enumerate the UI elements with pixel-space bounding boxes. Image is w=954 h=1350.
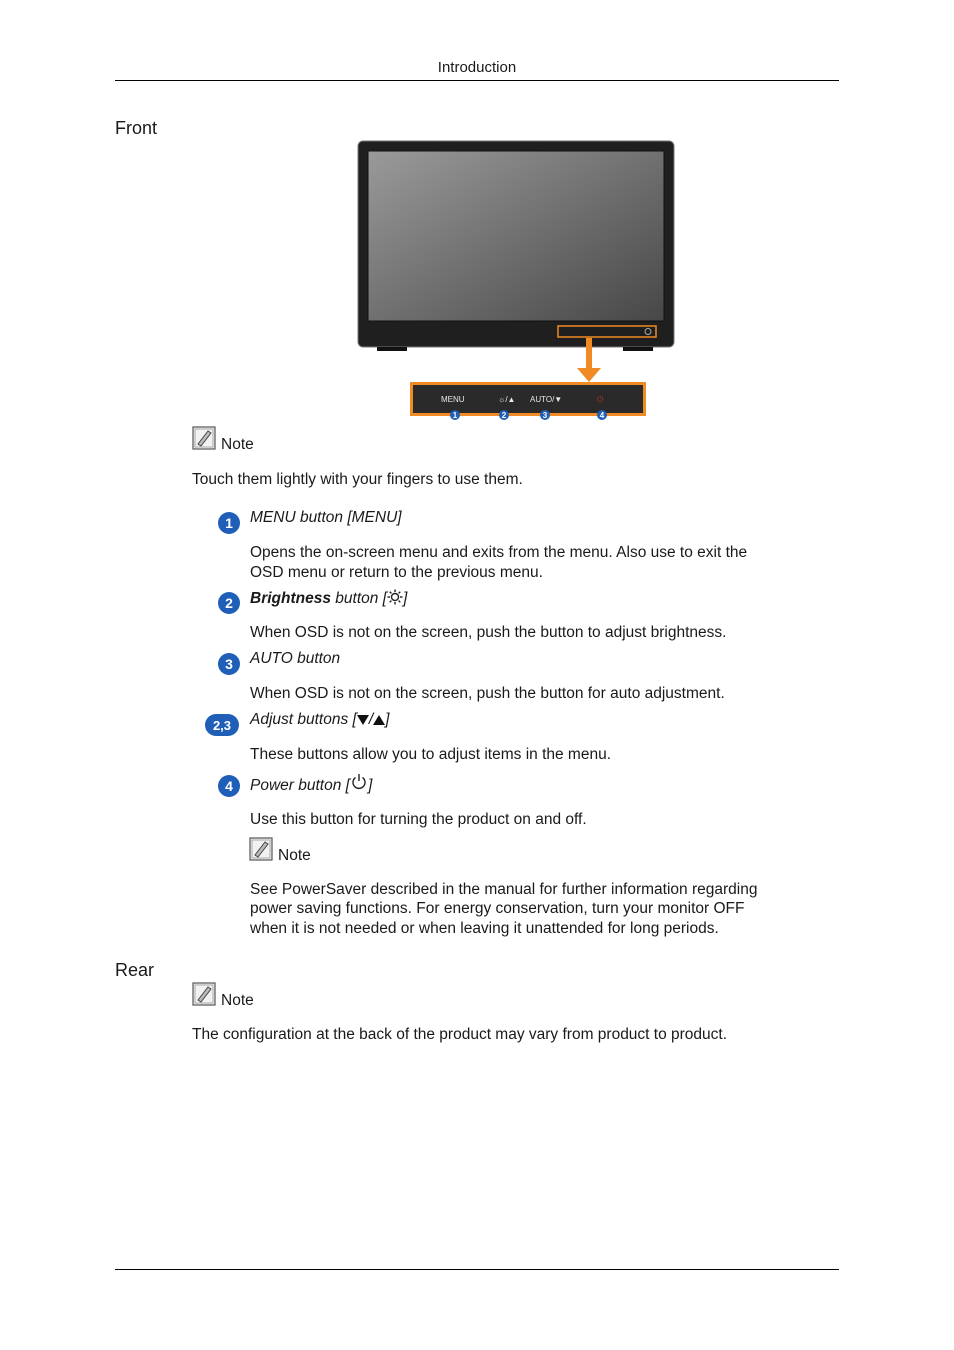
item-title-adjust xyxy=(250,711,389,729)
panel-number-4 xyxy=(597,410,607,420)
svg-text:4: 4 xyxy=(225,778,233,794)
number-2-3-badge-icon xyxy=(204,713,240,737)
panel-label-power: ⏻ xyxy=(597,395,604,404)
rear-note-label: Note xyxy=(221,992,254,1009)
item-title-brightness-rest: button [ xyxy=(330,590,387,607)
item-title-brightness-bold: Brightness xyxy=(250,590,331,607)
svg-text:2,3: 2,3 xyxy=(212,718,232,733)
item-title-brightness-end: ] xyxy=(402,590,408,607)
panel-number-1 xyxy=(450,410,460,420)
item-desc-menu-2: OSD menu or return to the previous menu. xyxy=(250,564,543,581)
note-text-touch: Touch them lightly with your fingers to use them. xyxy=(192,471,523,488)
panel-label-menu: MENU xyxy=(441,395,465,404)
item-desc-auto: When OSD is not on the screen, push the button for auto adjustment. xyxy=(250,685,725,702)
panel-number-3 xyxy=(540,410,550,420)
item-desc-brightness: When OSD is not on the screen, push the button to adjust brightness. xyxy=(250,624,727,641)
number-2-badge-icon xyxy=(217,591,241,615)
monitor-front-illustration xyxy=(355,138,677,354)
footer-rule xyxy=(115,1269,839,1270)
item-desc-adjust: These buttons allow you to adjust items in the menu. xyxy=(250,746,612,763)
sub-note-line-1: See PowerSaver described in the manual for further information regarding xyxy=(250,881,758,898)
panel-number-2 xyxy=(499,410,509,420)
number-4-badge-icon xyxy=(217,774,241,798)
section-title-rear: Rear xyxy=(115,960,155,980)
panel-label-brightness: ☼/▲ xyxy=(498,395,516,404)
note-label: Note xyxy=(221,436,254,453)
svg-text:1: 1 xyxy=(452,411,458,420)
item-title-auto: AUTO button xyxy=(250,650,341,667)
item-title-power-end: ] xyxy=(367,777,373,794)
svg-text:4: 4 xyxy=(599,411,605,420)
svg-text:3: 3 xyxy=(542,411,548,420)
arrow-down-icon xyxy=(574,338,604,384)
note-icon xyxy=(192,426,216,450)
panel-label-auto: AUTO/▼ xyxy=(530,395,563,404)
triangle-up-icon xyxy=(373,714,385,726)
rear-note-text: The configuration at the back of the product may vary from product to product. xyxy=(192,1026,728,1043)
sub-note-label: Note xyxy=(278,847,311,864)
svg-text:2: 2 xyxy=(225,595,233,611)
item-title-adjust-end: ] xyxy=(385,711,390,728)
number-3-badge-icon xyxy=(217,652,241,676)
item-title-brightness xyxy=(250,589,407,608)
adjust-separator-icon: / xyxy=(368,711,374,728)
svg-text:1: 1 xyxy=(225,515,233,531)
item-title-power-text: Power button [ xyxy=(250,777,350,794)
item-desc-menu-1: Opens the on-screen menu and exits from the menu. Also use to exit the xyxy=(250,544,748,561)
note-icon xyxy=(192,982,216,1006)
page-header-title: Introduction xyxy=(437,59,517,76)
svg-text:2: 2 xyxy=(501,411,507,420)
section-title-front: Front xyxy=(115,118,158,138)
item-title-power xyxy=(250,773,372,795)
number-1-badge-icon xyxy=(217,511,241,535)
power-icon xyxy=(350,773,368,791)
sub-note-line-2: power saving functions. For energy conservation, turn your monitor OFF xyxy=(250,900,745,917)
triangle-down-icon xyxy=(357,714,369,726)
item-desc-power: Use this button for turning the product on and off. xyxy=(250,811,587,828)
button-panel-closeup xyxy=(410,382,646,424)
item-title-menu: MENU button [MENU] xyxy=(250,509,402,526)
sub-note-line-3: when it is not needed or when leaving it unattended for long periods. xyxy=(250,920,719,937)
svg-text:3: 3 xyxy=(225,656,233,672)
item-title-adjust-text: Adjust buttons [ xyxy=(250,711,357,728)
brightness-icon xyxy=(387,589,403,605)
header-rule xyxy=(115,80,839,81)
note-icon xyxy=(249,837,273,861)
